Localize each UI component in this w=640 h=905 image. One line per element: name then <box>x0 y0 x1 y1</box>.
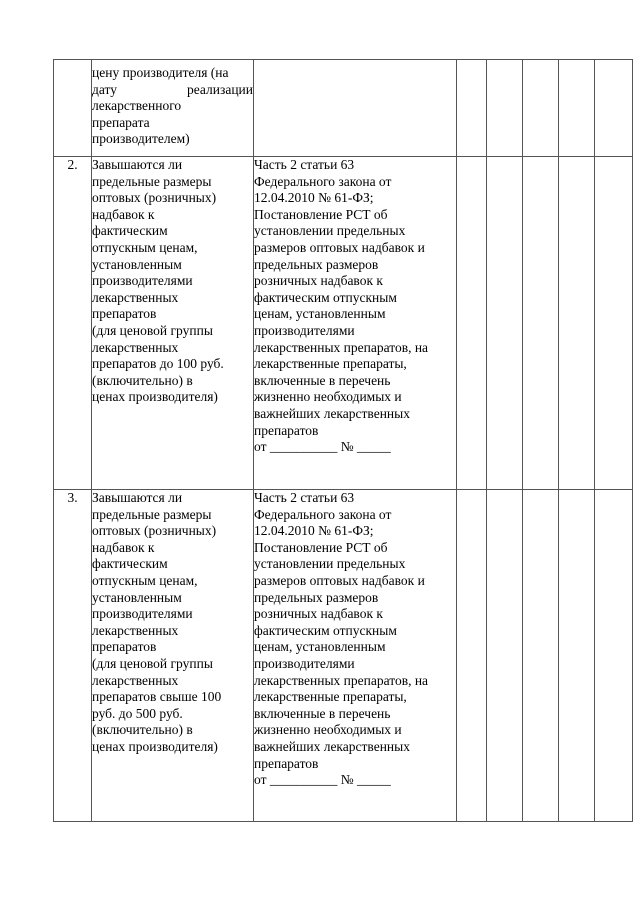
answer-cell[interactable] <box>457 157 487 490</box>
question-line: оптовых (розничных) <box>92 190 217 206</box>
reference-line: размеров оптовых надбавок и <box>254 239 425 255</box>
checklist-table <box>53 59 633 822</box>
reference-line: включенные в перечень <box>254 372 391 388</box>
reference-line: от __________ № _____ <box>254 439 391 455</box>
reference-cell <box>254 157 457 490</box>
answer-cell[interactable] <box>487 157 523 490</box>
question-line: Завышаются ли <box>92 490 183 505</box>
question-line: фактическим <box>92 223 168 239</box>
question-line: ценах производителя) <box>92 738 218 754</box>
question-line: дату реализации <box>92 81 253 97</box>
question-line: предельные размеры <box>92 173 212 189</box>
answer-cell[interactable] <box>595 490 633 822</box>
question-line: установленным <box>92 256 182 272</box>
question-line: производителями <box>92 273 193 289</box>
reference-line: размеров оптовых надбавок и <box>254 572 425 588</box>
answer-cell[interactable] <box>487 490 523 822</box>
reference-line: производителями <box>254 655 355 671</box>
reference-line: препаратов <box>254 422 319 438</box>
reference-line: важнейших лекарственных <box>254 405 410 421</box>
reference-line: предельных размеров <box>254 256 379 272</box>
answer-cell[interactable] <box>523 490 559 822</box>
question-line: Завышаются ли <box>92 157 183 172</box>
reference-line: Часть 2 статьи 63 <box>254 490 355 505</box>
reference-cell <box>254 60 457 157</box>
question-line: (для ценовой группы <box>92 322 213 338</box>
question-line: препаратов до 100 руб. <box>92 356 224 372</box>
reference-line: от __________ № _____ <box>254 772 391 788</box>
answer-cell[interactable] <box>523 157 559 490</box>
question-line: лекарственных <box>92 289 179 305</box>
answer-cell[interactable] <box>457 60 487 157</box>
reference-line: важнейших лекарственных <box>254 738 410 754</box>
answer-cell[interactable] <box>595 60 633 157</box>
reference-line: лекарственные препараты, <box>254 689 407 705</box>
reference-line: жизненно необходимых и <box>254 389 402 405</box>
reference-line: ценам, установленным <box>254 639 386 655</box>
question-line: лекарственных <box>92 339 179 355</box>
reference-line: лекарственных препаратов, на <box>254 339 429 355</box>
question-line: надбавок к <box>92 539 155 555</box>
table-row <box>54 60 633 157</box>
answer-cell[interactable] <box>523 60 559 157</box>
question-line: отпускным ценам, <box>92 572 198 588</box>
question-line: фактическим <box>92 556 168 572</box>
question-line: препарата <box>92 114 150 130</box>
question-line: лекарственных <box>92 622 179 638</box>
row-number <box>54 60 92 157</box>
question-line: лекарственных <box>92 672 179 688</box>
reference-line: лекарственные препараты, <box>254 356 407 372</box>
reference-line: Часть 2 статьи 63 <box>254 157 355 172</box>
reference-line: 12.04.2010 № 61-ФЗ; <box>254 190 374 206</box>
table-row <box>54 490 633 822</box>
reference-line: включенные в перечень <box>254 705 391 721</box>
question-line: (включительно) в <box>92 722 193 738</box>
reference-line: ценам, установленным <box>254 306 386 322</box>
question-line: цену производителя (на <box>92 65 229 80</box>
question-line: лекарственного <box>92 98 182 114</box>
question-line: руб. до 500 руб. <box>92 705 183 721</box>
reference-line: Постановление РСТ об <box>254 539 388 555</box>
answer-cell[interactable] <box>559 490 595 822</box>
reference-line: Постановление РСТ об <box>254 206 388 222</box>
question-line: препаратов <box>92 639 157 655</box>
answer-cell[interactable] <box>457 490 487 822</box>
reference-line: установлении предельных <box>254 556 406 572</box>
question-cell <box>92 60 254 157</box>
reference-line: Федерального закона от <box>254 506 392 522</box>
reference-line: Федерального закона от <box>254 173 392 189</box>
row-number: 2. <box>54 157 92 490</box>
question-line: оптовых (розничных) <box>92 523 217 539</box>
reference-line: производителями <box>254 322 355 338</box>
reference-line: фактическим отпускным <box>254 289 397 305</box>
question-line: (включительно) в <box>92 372 193 388</box>
reference-line: розничных надбавок к <box>254 606 383 622</box>
question-line: препаратов свыше 100 <box>92 689 222 705</box>
question-line: препаратов <box>92 306 157 322</box>
question-line: надбавок к <box>92 206 155 222</box>
question-line: ценах производителя) <box>92 389 218 405</box>
table-row <box>54 157 633 490</box>
reference-cell <box>254 490 457 822</box>
reference-line: лекарственных препаратов, на <box>254 672 429 688</box>
reference-line: препаратов <box>254 755 319 771</box>
question-line: производителями <box>92 606 193 622</box>
reference-line: предельных размеров <box>254 589 379 605</box>
question-line: производителем) <box>92 131 190 147</box>
reference-line: жизненно необходимых и <box>254 722 402 738</box>
answer-cell[interactable] <box>559 60 595 157</box>
answer-cell[interactable] <box>559 157 595 490</box>
reference-line: розничных надбавок к <box>254 273 383 289</box>
reference-line: фактическим отпускным <box>254 622 397 638</box>
reference-line: установлении предельных <box>254 223 406 239</box>
question-line: установленным <box>92 589 182 605</box>
question-cell <box>92 157 254 490</box>
answer-cell[interactable] <box>595 157 633 490</box>
reference-line: 12.04.2010 № 61-ФЗ; <box>254 523 374 539</box>
answer-cell[interactable] <box>487 60 523 157</box>
question-line: отпускным ценам, <box>92 239 198 255</box>
question-cell <box>92 490 254 822</box>
question-line: (для ценовой группы <box>92 655 213 671</box>
row-number: 3. <box>54 490 92 822</box>
question-line: предельные размеры <box>92 506 212 522</box>
